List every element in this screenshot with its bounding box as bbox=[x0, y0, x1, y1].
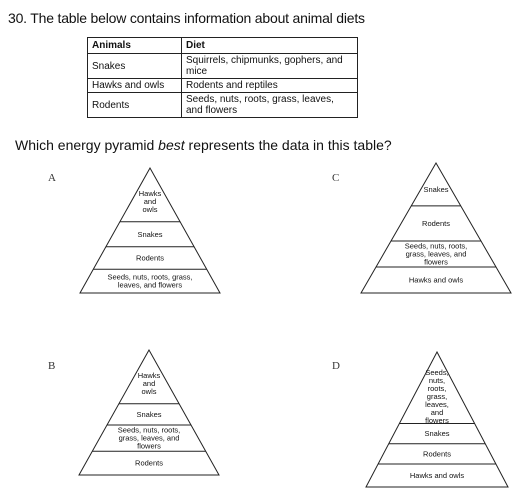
animal-cell: Snakes bbox=[88, 54, 182, 79]
pyramid-option-d[interactable] bbox=[366, 352, 508, 487]
pyramid-level-label: Rodents bbox=[423, 449, 451, 459]
animal-cell: Rodents bbox=[88, 93, 182, 118]
pyramid-outline bbox=[361, 163, 511, 293]
table-row bbox=[88, 54, 358, 79]
table-row bbox=[88, 79, 358, 93]
question-title: 30. The table below contains information about animal diets bbox=[8, 10, 365, 26]
pyramid-level-label: Snakes bbox=[136, 409, 162, 419]
option-b-letter[interactable]: B bbox=[48, 360, 56, 372]
pyramid-option-c[interactable] bbox=[361, 163, 511, 293]
question-prompt bbox=[15, 137, 392, 153]
pyramid-level-label: Hawks and owls bbox=[409, 471, 465, 481]
table-header-row bbox=[88, 38, 358, 54]
prompt-emphasis: best bbox=[158, 137, 185, 153]
prompt-text-end: represents the data in this table? bbox=[184, 137, 392, 153]
pyramid-level-label: Seeds, nuts, roots, grass, leaves, and flowers bbox=[117, 425, 181, 451]
pyramid-level-label: Hawks and owls bbox=[137, 370, 161, 396]
animal-cell: Hawks and owls bbox=[88, 79, 182, 93]
diet-cell: Seeds, nuts, roots, grass, leaves, and flowers bbox=[182, 93, 358, 118]
diet-cell: Rodents and reptiles bbox=[182, 79, 358, 93]
diet-cell: Squirrels, chipmunks, gophers, and mice bbox=[182, 54, 358, 79]
pyramid-level-label: Seeds, nuts, roots, grass, leaves, and flowers bbox=[107, 272, 193, 290]
pyramid-level-label: Rodents bbox=[422, 218, 450, 228]
pyramid-level-label: Snakes bbox=[423, 185, 449, 195]
option-c-letter[interactable]: C bbox=[332, 172, 340, 184]
table-row bbox=[88, 93, 358, 118]
pyramid-level-label: Seeds, nuts, roots, grass, leaves, and flowers bbox=[425, 367, 449, 425]
option-a-letter[interactable]: A bbox=[48, 172, 56, 184]
pyramid-option-b[interactable] bbox=[79, 350, 219, 475]
pyramid-level-label: Rodents bbox=[136, 253, 164, 263]
pyramid-option-a[interactable] bbox=[80, 168, 220, 293]
diet-column-header: Diet bbox=[182, 38, 358, 54]
pyramid-level-label: Snakes bbox=[424, 429, 450, 439]
animal-diet-table bbox=[87, 37, 358, 118]
pyramid-level-label: Rodents bbox=[135, 458, 163, 468]
pyramid-level-label: Hawks and owls bbox=[408, 275, 464, 285]
option-d-letter[interactable]: D bbox=[332, 360, 340, 372]
prompt-text-start: Which energy pyramid bbox=[15, 137, 159, 153]
pyramid-level-label: Seeds, nuts, roots, grass, leaves, and flowers bbox=[404, 241, 468, 267]
pyramid-level-label: Hawks and owls bbox=[138, 188, 162, 214]
animals-column-header: Animals bbox=[88, 38, 182, 54]
pyramid-level-label: Snakes bbox=[137, 229, 163, 239]
